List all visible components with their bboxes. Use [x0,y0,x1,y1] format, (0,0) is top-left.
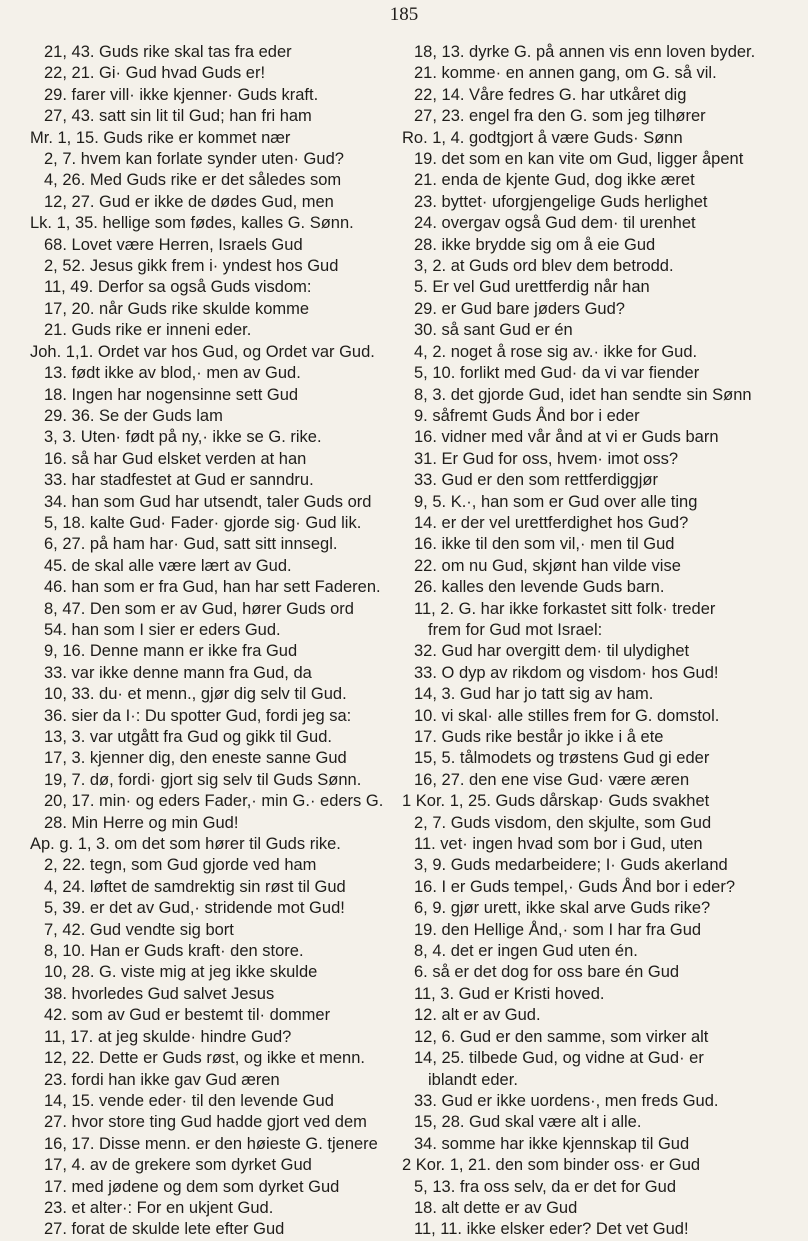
concordance-line: 45. de skal alle være lært av Gud. [44,556,292,575]
concordance-line: 13, 3. var utgått fra Gud og gikk til Gud. [44,728,332,746]
concordance-line: 29. er Gud bare jøders Gud? [414,299,625,318]
concordance-line: 19, 7. dø, fordi· gjort sig selv til Guds Sønn. [44,770,362,789]
concordance-line: 11. vet· ingen hvad som bor i Gud, uten [414,835,703,854]
concordance-line: 19. det som en kan vite om Gud, ligger åpent [414,150,744,169]
concordance-line: 11, 17. at jeg skulde· hindre Gud? [44,1027,292,1046]
concordance-line: 14, 15. vende eder· til den levende Gud [44,1091,334,1110]
concordance-line: 38. hvorledes Gud salvet Jesus [44,984,275,1003]
concordance-line: 14, 25. tilbede Gud, og vidne at Gud· er [414,1049,704,1068]
concordance-line: 9, 16. Denne mann er ikke fra Gud [44,642,298,661]
concordance-line: 33. O dyp av rikdom og visdom· hos Gud! [414,663,719,682]
concordance-line: 34. somme har ikke kjennskap til Gud [414,1134,690,1153]
concordance-line: 33. har stadfestet at Gud er sanndru. [44,471,314,490]
concordance-line: 28. ikke brydde sig om å eie Gud [414,235,656,254]
concordance-line: 68. Lovet være Herren, Israels Gud [44,235,303,254]
concordance-line: 9. såfremt Guds Ånd bor i eder [414,406,640,425]
concordance-line: 15, 28. Gud skal være alt i alle. [414,1113,642,1132]
concordance-line: 21. Guds rike er inneni eder. [44,321,252,340]
concordance-line: 21, 43. Guds rike skal tas fra eder [44,43,292,61]
concordance-line: 16. I er Guds tempel,· Guds Ånd bor i eder? [414,877,736,896]
concordance-line: 16, 17. Disse menn. er den høieste G. tjenere [44,1134,378,1153]
concordance-line: iblandt eder. [428,1070,518,1089]
concordance-line: frem for Gud mot Israel: [428,620,603,639]
concordance-line: 12, 6. Gud er den samme, som virker alt [414,1027,709,1046]
concordance-line: 10, 28. G. viste mig at jeg ikke skulde [44,963,318,982]
concordance-line: 11, 11. ikke elsker eder? Det vet Gud! [414,1220,689,1239]
concordance-line: 16, 27. den ene vise Gud· være æren [414,770,690,789]
concordance-line: 8, 10. Han er Guds kraft· den store. [44,942,304,961]
concordance-line: 12, 22. Dette er Guds røst, og ikke et menn. [44,1049,365,1068]
concordance-line: 11, 3. Gud er Kristi hoved. [414,984,605,1003]
concordance-line: 8, 4. det er ingen Gud uten én. [414,942,638,961]
concordance-line: 23. byttet· uforgjengelige Guds herlighet [414,192,708,211]
concordance-line: 19. den Hellige Ånd,· som I har fra Gud [414,920,702,939]
concordance-line: 5, 10. forlikt med Gud· da vi var fiender [414,364,700,383]
concordance-line: 17, 20. når Guds rike skulde komme [44,299,310,318]
concordance-line: 54. han som I sier er eders Gud. [44,620,281,639]
concordance-line: 33. Gud er ikke uordens·, men freds Gud. [414,1091,719,1110]
concordance-line: 5, 13. fra oss selv, da er det for Gud [414,1177,676,1196]
concordance-line: 10, 33. du· et menn., gjør dig selv til Gud. [44,685,347,704]
concordance-line: 5, 39. er det av Gud,· stridende mot Gud! [44,899,345,918]
concordance-line: 4, 26. Med Guds rike er det således som [44,171,342,190]
concordance-line: 3, 9. Guds medarbeidere; I· Guds akerland [414,856,728,875]
concordance-line: 5, 18. kalte Gud· Fader· gjorde sig· Gud lik. [44,513,362,532]
concordance-line: 32. Gud har overgitt dem· til ulydighet [414,642,690,661]
concordance-line: 11, 2. G. har ikke forkastet sitt folk· treder [414,599,716,618]
concordance-line: 4, 2. noget å rose sig av.· ikke for Gud. [414,342,698,361]
concordance-line: 9, 5. K.·, han som er Gud over alle ting [414,492,698,511]
concordance-line: 10. vi skal· alle stilles frem for G. domstol. [414,706,720,725]
concordance-line: 2 Kor. 1, 21. den som binder oss· er Gud [402,1156,701,1175]
concordance-line: 27, 43. satt sin lit til Gud; han fri ham [44,107,312,126]
concordance-line: 5. Er vel Gud urettferdig når han [414,278,650,297]
concordance-line: 6. så er det dog for oss bare én Gud [414,963,680,982]
concordance-line: 23. fordi han ikke gav Gud æren [44,1070,280,1089]
concordance-line: 2, 22. tegn, som Gud gjorde ved ham [44,856,317,875]
concordance-line: 23. et alter·: For en ukjent Gud. [44,1198,274,1217]
concordance-line: 34. han som Gud har utsendt, taler Guds ord [44,492,372,511]
concordance-line: 14, 3. Gud har jo tatt sig av ham. [414,685,654,704]
concordance-line: 18. Ingen har nogensinne sett Gud [44,385,299,404]
concordance-line: 16. ikke til den som vil,· men til Gud [414,535,675,554]
concordance-line: 27, 23. engel fra den G. som jeg tilhører [414,107,706,126]
concordance-line: 29. farer vill· ikke kjenner· Guds kraft. [44,85,319,104]
concordance-line: 31. Er Gud for oss, hvem· imot oss? [414,449,679,468]
concordance-line: 17. Guds rike består jo ikke i å ete [414,728,664,746]
concordance-line: 2, 52. Jesus gikk frem i· yndest hos Gud [44,257,339,276]
concordance-line: 22, 21. Gi· Gud hvad Guds er! [44,64,266,83]
concordance-line: 26. kalles den levende Guds barn. [414,578,665,597]
concordance-line: 17, 3. kjenner dig, den eneste sanne Gud [44,749,347,768]
right-column [402,42,782,1241]
concordance-line: 21. enda de kjente Gud, dog ikke æret [414,171,695,190]
concordance-line: 18, 13. dyrke G. på annen vis enn loven byder. [414,43,756,61]
concordance-line: 3, 3. Uten· født på ny,· ikke se G. rike. [44,428,322,447]
concordance-line: 16. vidner med vår ånd at vi er Guds barn [414,428,719,447]
concordance-line: 29. 36. Se der Guds lam [44,406,223,425]
concordance-line: Ap. g. 1, 3. om det som hører til Guds rike. [30,835,341,854]
concordance-line: 18. alt dette er av Gud [414,1198,578,1217]
concordance-line: 28. Min Herre og min Gud! [44,813,239,832]
concordance-line: 2, 7. hvem kan forlate synder uten· Gud? [44,150,344,169]
concordance-line: 6, 27. på ham har· Gud, satt sitt innsegl. [44,535,338,554]
concordance-line: Lk. 1, 35. hellige som fødes, kalles G. Sønn. [30,214,354,233]
concordance-line: 6, 9. gjør urett, ikke skal arve Guds rike? [414,899,711,918]
concordance-line: 8, 3. det gjorde Gud, idet han sendte sin Sønn [414,385,752,404]
concordance-line: 8, 47. Den som er av Gud, hører Guds ord [44,599,354,618]
concordance-line: Mr. 1, 15. Guds rike er kommet nær [30,128,291,147]
concordance-line: 16. så har Gud elsket verden at han [44,449,307,468]
concordance-line: 21. komme· en annen gang, om G. så vil. [414,64,717,83]
concordance-line: 46. han som er fra Gud, han har sett Faderen. [44,578,381,597]
concordance-line: Joh. 1,1. Ordet var hos Gud, og Ordet var Gud. [30,342,375,361]
concordance-line: 14. er der vel urettferdighet hos Gud? [414,513,689,532]
concordance-line: 17. med jødene og dem som dyrket Gud [44,1177,340,1196]
left-column [30,42,402,1241]
concordance-line: 22. om nu Gud, skjønt han vilde vise [414,556,681,575]
concordance-line: 17, 4. av de grekere som dyrket Gud [44,1156,312,1175]
page-number: 185 [389,4,419,25]
concordance-line: 30. så sant Gud er én [414,321,573,340]
concordance-line: 20, 17. min· og eders Fader,· min G.· eders G. [44,792,384,811]
concordance-line: 15, 5. tålmodets og trøstens Gud gi eder [414,749,710,768]
concordance-line: 33. Gud er den som rettferdiggjør [414,471,658,490]
concordance-line: 42. som av Gud er bestemt til· dommer [44,1006,331,1025]
concordance-line: 3, 2. at Guds ord blev dem betrodd. [414,257,674,276]
concordance-line: 36. sier da I·: Du spotter Gud, fordi jeg sa: [44,706,352,725]
concordance-line: 24. overgav også Gud dem· til urenhet [414,214,696,233]
concordance-line: 27. forat de skulde lete efter Gud [44,1220,285,1239]
concordance-line: 12, 27. Gud er ikke de dødes Gud, men [44,192,334,211]
concordance-line: 1 Kor. 1, 25. Guds dårskap· Guds svakhet [402,792,710,811]
concordance-line: 7, 42. Gud vendte sig bort [44,920,234,939]
concordance-line: 22, 14. Våre fedres G. har utkåret dig [414,85,687,104]
concordance-line: 27. hvor store ting Gud hadde gjort ved dem [44,1113,367,1132]
concordance-line: 2, 7. Guds visdom, den skjulte, som Gud [414,813,712,832]
concordance-line: 12. alt er av Gud. [414,1006,541,1025]
concordance-line: 4, 24. løftet de samdrektig sin røst til Gud [44,877,346,896]
concordance-line: 33. var ikke denne mann fra Gud, da [44,663,312,682]
concordance-line: 13. født ikke av blod,· men av Gud. [44,364,301,383]
concordance-line: 11, 49. Derfor sa også Guds visdom: [44,278,312,297]
concordance-line: Ro. 1, 4. godtgjort å være Guds· Sønn [402,128,683,147]
